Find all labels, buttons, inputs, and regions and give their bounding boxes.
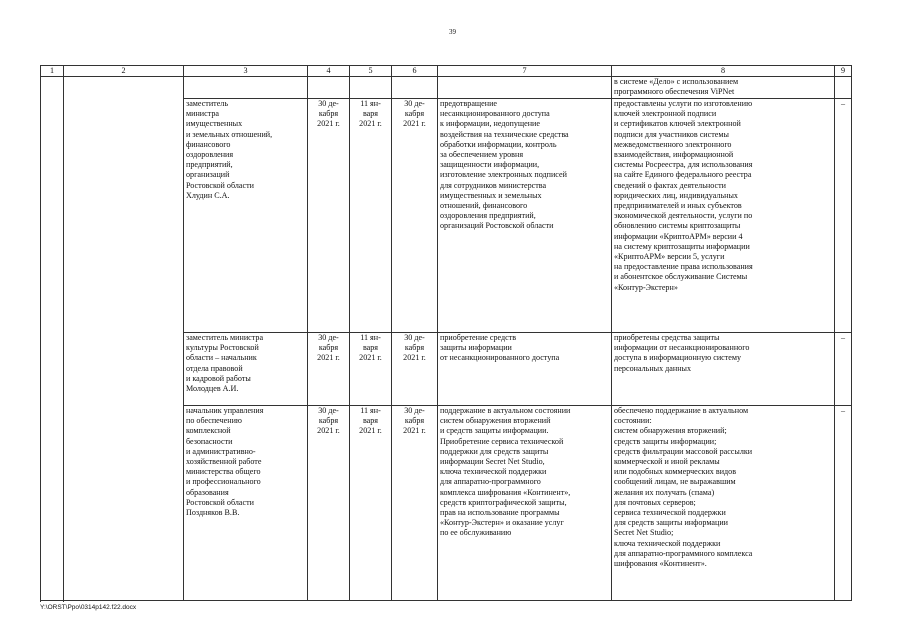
cell-end bbox=[350, 77, 392, 99]
cell-end-actual: 30 де- кабря 2021 г. bbox=[392, 333, 438, 406]
cell-start bbox=[308, 77, 350, 99]
cell-start: 30 де- кабря 2021 г. bbox=[308, 406, 350, 601]
cell-person: заместитель министра культуры Ростовской области – начальник отдела правовой и кадровой работы Молодцев А.И. bbox=[184, 333, 308, 406]
column-header: 4 bbox=[308, 66, 350, 77]
column-header: 8 bbox=[612, 66, 835, 77]
report-table bbox=[40, 65, 852, 601]
cell-person: заместитель министра имущественных и земельных отношений, финансового оздоровления предприятий, организаций Ростовской области Хлудин С.А. bbox=[184, 99, 308, 333]
cell-result: в системе «Дело» с использованием программного обеспечения ViPNet bbox=[612, 77, 835, 99]
column-header: 1 bbox=[41, 66, 64, 77]
column-header: 5 bbox=[350, 66, 392, 77]
cell-end: 11 ян- варя 2021 г. bbox=[350, 333, 392, 406]
cell-note: – bbox=[835, 333, 852, 406]
cell-note: – bbox=[835, 406, 852, 601]
cell-result: обеспечено поддержание в актуальном состоянии: систем обнаружения вторжений; средств защиты информации; средств фильтрации массовой рассылки коммерческой и иной рекламы или подобных коммерческих видов сообщений лицам, не выражавшим желания их получать (спама) для почтовых серверов; сервиса технической поддержки для средств защиты информации Secret Net Studio; ключа технической поддержки для аппаратно-программного комплекса шифрования «Континент». bbox=[612, 406, 835, 601]
column-header: 3 bbox=[184, 66, 308, 77]
cell-measure: поддержание в актуальном состоянии систем обнаружения вторжений и средств защиты информации. Приобретение сервиса технической поддержки для средств защиты информации Secret Net Studio, ключа технической поддержки для аппаратно-программного комплекса шифрования «Континент», средств криптографической защиты, прав на использование программы «Контур-Экстерн» и оказание услуг по ее обслуживанию bbox=[438, 406, 612, 601]
column-header: 2 bbox=[64, 66, 184, 77]
file-path-footer: Y:\ORST\Ppo\0314p142.f22.docx bbox=[40, 604, 137, 611]
column-header: 6 bbox=[392, 66, 438, 77]
cell-person: начальник управления по обеспечению комплексной безопасности и административно- хозяйственной работе министерства общего и профессионального образования Ростовской области Поздняков В.В. bbox=[184, 406, 308, 601]
cell-end-actual: 30 де- кабря 2021 г. bbox=[392, 406, 438, 601]
column-header: 7 bbox=[438, 66, 612, 77]
cell-result: предоставлены услуги по изготовлению ключей электронной подписи и сертификатов ключей электронной подписи для участников системы межведомственного электронного взаимодействия, информационной системы Росреестра, для использования на сайте Единого федерального реестра сведений о фактах деятельности юридических лиц, индивидуальных предпринимателей и иных субъектов экономической деятельности, услуги по обновлению системы криптозащиты информации «КриптоАРМ» версии 4 на систему криптозащиты информации «КриптоАРМ» версии 5, услуги на предоставление права использования и абонентское обслуживание Системы «Контур-Экстерн» bbox=[612, 99, 835, 333]
cell-start: 30 де- кабря 2021 г. bbox=[308, 99, 350, 333]
cell-measure: предотвращение несанкционированного доступа к информации, недопущение воздействия на технические средства обработки информации, контроль за обеспечением уровня защищенности информации, изготовление электронных подписей для сотрудников министерства имущественных и земельных отношений, финансового оздоровления предприятий, организаций Ростовской области bbox=[438, 99, 612, 333]
cell-person bbox=[184, 77, 308, 99]
cell-start: 30 де- кабря 2021 г. bbox=[308, 333, 350, 406]
cell-end: 11 ян- варя 2021 г. bbox=[350, 406, 392, 601]
cell-event-merged bbox=[64, 77, 184, 601]
cell-note: – bbox=[835, 99, 852, 333]
cell-end: 11 ян- варя 2021 г. bbox=[350, 99, 392, 333]
table-row bbox=[41, 77, 852, 99]
cell-note bbox=[835, 77, 852, 99]
page-number: 39 bbox=[449, 28, 456, 36]
cell-result: приобретены средства защиты информации от несанкционированного доступа в информационную систему персональных данных bbox=[612, 333, 835, 406]
column-number-row bbox=[41, 66, 852, 77]
cell-measure: приобретение средств защиты информации от несанкционированного доступа bbox=[438, 333, 612, 406]
cell-measure bbox=[438, 77, 612, 99]
cell-end-actual: 30 де- кабря 2021 г. bbox=[392, 99, 438, 333]
column-header: 9 bbox=[835, 66, 852, 77]
cell-end-actual bbox=[392, 77, 438, 99]
cell-number-merged bbox=[41, 77, 64, 601]
